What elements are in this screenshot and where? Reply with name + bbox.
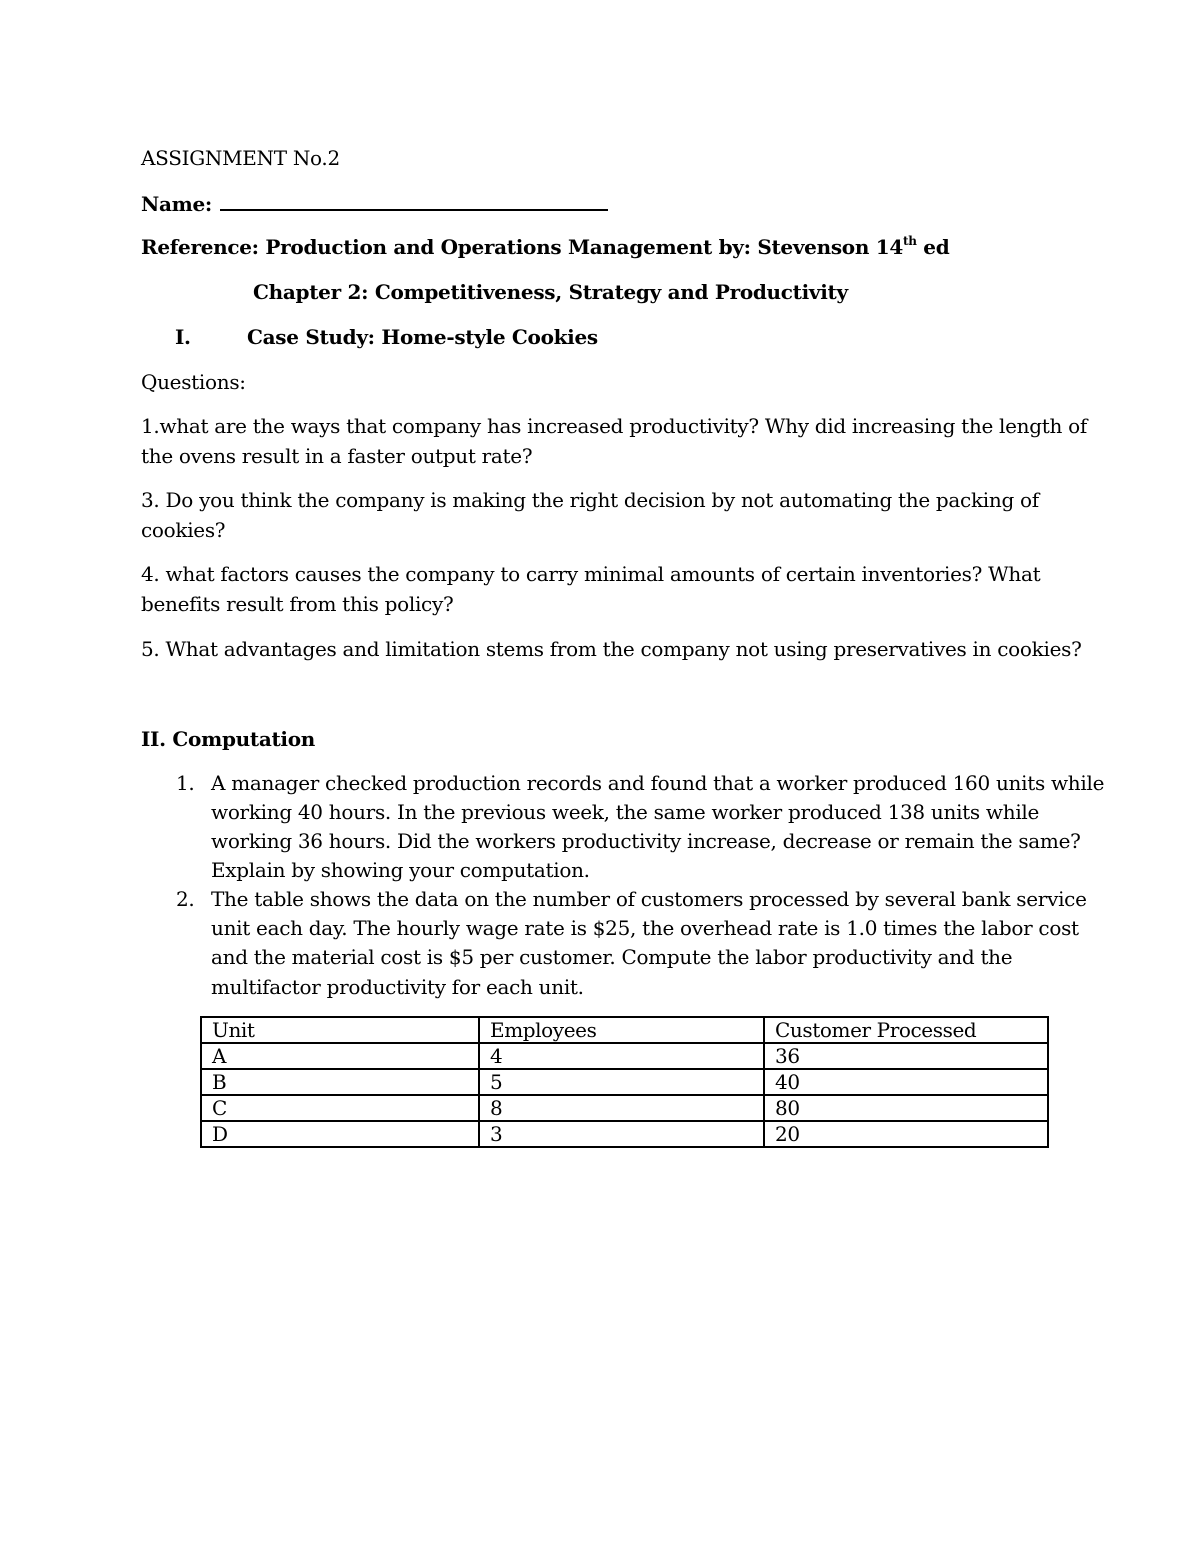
table-cell: 8	[479, 1095, 764, 1121]
name-blank-line	[220, 189, 608, 211]
table-row	[201, 1121, 1048, 1147]
table-cell: 80	[764, 1095, 1048, 1121]
item-2-line-3: and the material cost is $5 per customer. Compute the labor productivity and the	[211, 945, 1013, 969]
item-2-number: 2.	[176, 887, 195, 911]
item-1-line-3: working 36 hours. Did the workers productivity increase, decrease or remain the same?	[211, 829, 1081, 853]
item-2-line-4: multifactor productivity for each unit.	[211, 975, 584, 999]
table-cell: 36	[764, 1043, 1048, 1069]
table-header-row	[201, 1017, 1048, 1043]
question-4-line-1: 4. what factors causes the company to carry minimal amounts of certain inventories? What	[141, 562, 1041, 586]
section-1-title: Case Study: Home-style Cookies	[247, 325, 598, 349]
table-cell: 40	[764, 1069, 1048, 1095]
table-cell: 20	[764, 1121, 1048, 1147]
table-header-cell: Employees	[479, 1017, 764, 1043]
question-1-line-2: the ovens result in a faster output rate?	[141, 444, 533, 468]
table-cell: B	[201, 1069, 479, 1095]
table-cell: 3	[479, 1121, 764, 1147]
item-1-line-4: Explain by showing your computation.	[211, 858, 590, 882]
table-cell: 5	[479, 1069, 764, 1095]
reference-text: Reference: Production and Operations Management by: Stevenson 14	[141, 235, 903, 259]
chapter-heading: Chapter 2: Competitiveness, Strategy and Productivity	[253, 280, 848, 304]
table-row	[201, 1043, 1048, 1069]
reference-suffix: ed	[916, 235, 950, 259]
table-cell: D	[201, 1121, 479, 1147]
item-1-number: 1.	[176, 771, 195, 795]
question-5-line-1: 5. What advantages and limitation stems from the company not using preservatives in cookies?	[141, 637, 1082, 661]
item-1-line-1: A manager checked production records and found that a worker produced 160 units while	[211, 771, 1105, 795]
name-label: Name:	[141, 192, 213, 216]
questions-label: Questions:	[141, 370, 246, 394]
question-4-line-2: benefits result from this policy?	[141, 592, 454, 616]
table-header-cell: Customer Processed	[764, 1017, 1048, 1043]
reference-superscript: th	[902, 234, 917, 248]
table-cell: 4	[479, 1043, 764, 1069]
table-cell: A	[201, 1043, 479, 1069]
question-3-line-2: cookies?	[141, 518, 226, 542]
item-1-line-2: working 40 hours. In the previous week, the same worker produced 138 units while	[211, 800, 1040, 824]
bank-units-table	[200, 1016, 1049, 1148]
question-1-line-1: 1.what are the ways that company has increased productivity? Why did increasing the length of	[141, 414, 1087, 438]
table-row	[201, 1095, 1048, 1121]
section-2-title: II. Computation	[141, 727, 315, 751]
item-2-line-1: The table shows the data on the number of customers processed by several bank service	[211, 887, 1087, 911]
assignment-title: ASSIGNMENT No.2	[141, 146, 340, 170]
question-3-line-1: 3. Do you think the company is making the right decision by not automating the packing of	[141, 488, 1039, 512]
reference-line	[141, 234, 949, 260]
table-header-cell: Unit	[201, 1017, 479, 1043]
name-field	[141, 189, 608, 217]
section-1-number: I.	[175, 325, 191, 349]
table-row	[201, 1069, 1048, 1095]
table-cell: C	[201, 1095, 479, 1121]
item-2-line-2: unit each day. The hourly wage rate is $25, the overhead rate is 1.0 times the labor cost	[211, 916, 1079, 940]
